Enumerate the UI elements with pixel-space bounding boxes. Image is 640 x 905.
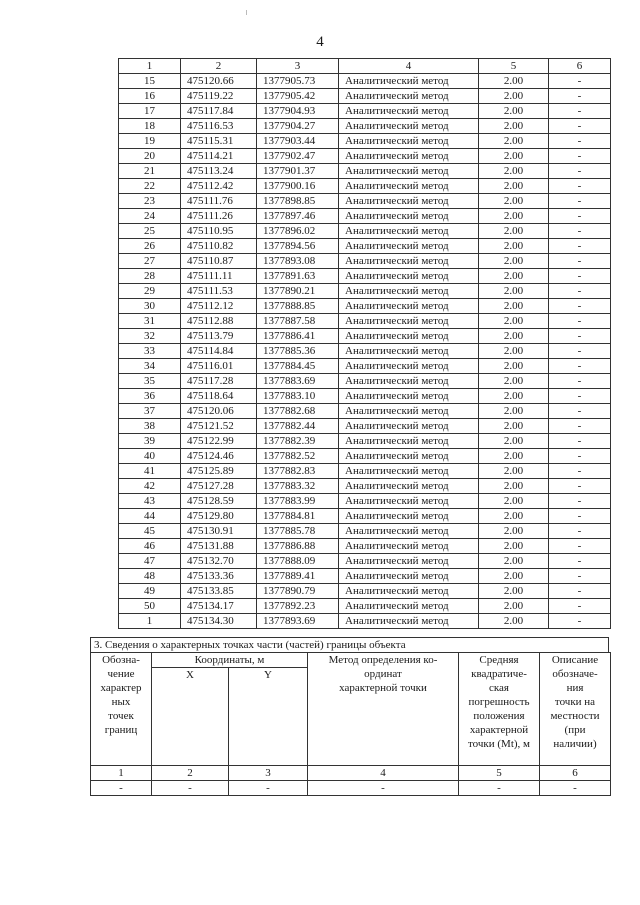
- method-cell: Аналитический метод: [339, 449, 479, 464]
- y-coordinate-cell: 1377886.41: [257, 329, 339, 344]
- characteristic-points-table: [90, 652, 611, 796]
- description-cell: -: [549, 299, 611, 314]
- description-cell: -: [549, 479, 611, 494]
- y-coordinate-cell: 1377905.42: [257, 89, 339, 104]
- method-cell: Аналитический метод: [339, 329, 479, 344]
- table-row: [119, 239, 611, 254]
- description-cell: -: [549, 119, 611, 134]
- method-cell: Аналитический метод: [339, 584, 479, 599]
- description-cell: -: [549, 389, 611, 404]
- method-cell: Аналитический метод: [339, 479, 479, 494]
- x-coordinate-cell: 475111.26: [181, 209, 257, 224]
- y-header: Y: [229, 668, 308, 766]
- y-coordinate-cell: 1377903.44: [257, 134, 339, 149]
- accuracy-cell: 2.00: [479, 569, 549, 584]
- coordinates-table-body: [119, 59, 611, 629]
- table-row: [119, 269, 611, 284]
- accuracy-cell: 2.00: [479, 164, 549, 179]
- point-number-cell: 1: [119, 614, 181, 629]
- x-coordinate-cell: 475110.95: [181, 224, 257, 239]
- accuracy-cell: 2.00: [479, 479, 549, 494]
- x-coordinate-cell: 475115.31: [181, 134, 257, 149]
- x-coordinate-cell: 475113.79: [181, 329, 257, 344]
- column-number: 2: [152, 766, 229, 781]
- table-row: [119, 539, 611, 554]
- y-coordinate-cell: 1377882.44: [257, 419, 339, 434]
- table-row: [119, 584, 611, 599]
- method-cell: Аналитический метод: [339, 104, 479, 119]
- description-cell: -: [549, 89, 611, 104]
- accuracy-cell: 2.00: [479, 419, 549, 434]
- table-row: [119, 284, 611, 299]
- table-row: [119, 569, 611, 584]
- header-cell: 4: [339, 59, 479, 74]
- description-cell: -: [549, 464, 611, 479]
- method-cell: Аналитический метод: [339, 419, 479, 434]
- accuracy-cell: 2.00: [479, 404, 549, 419]
- y-coordinate-cell: 1377882.68: [257, 404, 339, 419]
- description-cell: -: [549, 494, 611, 509]
- description-cell: -: [549, 359, 611, 374]
- accuracy-cell: 2.00: [479, 224, 549, 239]
- x-coordinate-cell: 475132.70: [181, 554, 257, 569]
- y-coordinate-cell: 1377896.02: [257, 224, 339, 239]
- page-number: 4: [316, 34, 324, 50]
- method-cell: Аналитический метод: [339, 299, 479, 314]
- method-cell: Аналитический метод: [339, 179, 479, 194]
- section-3: [90, 637, 610, 797]
- point-number-cell: 47: [119, 554, 181, 569]
- accuracy-cell: 2.00: [479, 314, 549, 329]
- empty-cell: -: [229, 781, 308, 796]
- accuracy-cell: 2.00: [479, 524, 549, 539]
- point-number-cell: 24: [119, 209, 181, 224]
- empty-cell: -: [308, 781, 459, 796]
- y-coordinate-cell: 1377884.45: [257, 359, 339, 374]
- point-number-cell: 23: [119, 194, 181, 209]
- point-number-cell: 39: [119, 434, 181, 449]
- x-coordinate-cell: 475133.85: [181, 584, 257, 599]
- table-row: [119, 104, 611, 119]
- point-number-cell: 37: [119, 404, 181, 419]
- point-number-cell: 16: [119, 89, 181, 104]
- y-coordinate-cell: 1377883.32: [257, 479, 339, 494]
- description-cell: -: [549, 284, 611, 299]
- y-coordinate-cell: 1377890.79: [257, 584, 339, 599]
- method-cell: Аналитический метод: [339, 524, 479, 539]
- point-number-cell: 26: [119, 239, 181, 254]
- method-cell: Аналитический метод: [339, 314, 479, 329]
- method-cell: Аналитический метод: [339, 74, 479, 89]
- table-row: [119, 179, 611, 194]
- x-coordinate-cell: 475112.42: [181, 179, 257, 194]
- description-cell: -: [549, 269, 611, 284]
- description-cell: -: [549, 149, 611, 164]
- accuracy-cell: 2.00: [479, 239, 549, 254]
- description-cell: -: [549, 539, 611, 554]
- y-coordinate-cell: 1377897.46: [257, 209, 339, 224]
- accuracy-cell: 2.00: [479, 599, 549, 614]
- table-row: [119, 419, 611, 434]
- y-coordinate-cell: 1377884.81: [257, 509, 339, 524]
- point-number-cell: 19: [119, 134, 181, 149]
- description-cell: -: [549, 374, 611, 389]
- accuracy-cell: 2.00: [479, 494, 549, 509]
- y-coordinate-cell: 1377900.16: [257, 179, 339, 194]
- point-number-cell: 48: [119, 569, 181, 584]
- empty-cell: -: [152, 781, 229, 796]
- accuracy-cell: 2.00: [479, 434, 549, 449]
- point-number-cell: 33: [119, 344, 181, 359]
- method-header: Метод определения ко- ординат характерной точки: [308, 653, 459, 766]
- method-cell: Аналитический метод: [339, 539, 479, 554]
- accuracy-cell: 2.00: [479, 179, 549, 194]
- y-coordinate-cell: 1377898.85: [257, 194, 339, 209]
- description-cell: -: [549, 509, 611, 524]
- table-row: [119, 314, 611, 329]
- point-number-cell: 28: [119, 269, 181, 284]
- accuracy-cell: 2.00: [479, 449, 549, 464]
- description-cell: -: [549, 134, 611, 149]
- x-header: X: [152, 668, 229, 766]
- description-cell: -: [549, 104, 611, 119]
- point-number-cell: 46: [119, 539, 181, 554]
- accuracy-cell: 2.00: [479, 584, 549, 599]
- y-coordinate-cell: 1377882.83: [257, 464, 339, 479]
- method-cell: Аналитический метод: [339, 209, 479, 224]
- table-row: [119, 464, 611, 479]
- table-row: [119, 509, 611, 524]
- empty-cell: -: [540, 781, 611, 796]
- empty-cell: -: [91, 781, 152, 796]
- description-cell: -: [549, 314, 611, 329]
- designation-header: Обозна- чение характер ных точек границ: [91, 653, 152, 766]
- point-number-cell: 44: [119, 509, 181, 524]
- y-coordinate-cell: 1377890.21: [257, 284, 339, 299]
- point-number-cell: 21: [119, 164, 181, 179]
- x-coordinate-cell: 475134.17: [181, 599, 257, 614]
- x-coordinate-cell: 475120.06: [181, 404, 257, 419]
- x-coordinate-cell: 475117.28: [181, 374, 257, 389]
- section-title: 3. Сведения о характерных точках части (частей) границы объекта: [90, 637, 609, 652]
- accuracy-cell: 2.00: [479, 539, 549, 554]
- accuracy-cell: 2.00: [479, 374, 549, 389]
- y-coordinate-cell: 1377891.63: [257, 269, 339, 284]
- table-row: [119, 494, 611, 509]
- y-coordinate-cell: 1377883.10: [257, 389, 339, 404]
- method-cell: Аналитический метод: [339, 434, 479, 449]
- y-coordinate-cell: 1377892.23: [257, 599, 339, 614]
- description-cell: -: [549, 74, 611, 89]
- point-number-cell: 42: [119, 479, 181, 494]
- x-coordinate-cell: 475119.22: [181, 89, 257, 104]
- x-coordinate-cell: 475112.12: [181, 299, 257, 314]
- table-row: [119, 404, 611, 419]
- method-cell: Аналитический метод: [339, 359, 479, 374]
- table-row: [119, 344, 611, 359]
- point-number-cell: 49: [119, 584, 181, 599]
- table-row: [119, 254, 611, 269]
- point-number-cell: 38: [119, 419, 181, 434]
- method-cell: Аналитический метод: [339, 464, 479, 479]
- table-row: [119, 89, 611, 104]
- accuracy-cell: 2.00: [479, 254, 549, 269]
- description-cell: -: [549, 599, 611, 614]
- column-number: 6: [540, 766, 611, 781]
- point-number-cell: 40: [119, 449, 181, 464]
- x-coordinate-cell: 475117.84: [181, 104, 257, 119]
- x-coordinate-cell: 475112.88: [181, 314, 257, 329]
- accuracy-cell: 2.00: [479, 344, 549, 359]
- header-cell: 1: [119, 59, 181, 74]
- accuracy-cell: 2.00: [479, 269, 549, 284]
- accuracy-cell: 2.00: [479, 209, 549, 224]
- x-coordinate-cell: 475116.01: [181, 359, 257, 374]
- table-row: [119, 299, 611, 314]
- table-row: [119, 119, 611, 134]
- column-number: 3: [229, 766, 308, 781]
- y-coordinate-cell: 1377888.85: [257, 299, 339, 314]
- description-cell: -: [549, 254, 611, 269]
- accuracy-cell: 2.00: [479, 149, 549, 164]
- table-header-row: [119, 59, 611, 74]
- description-cell: -: [549, 584, 611, 599]
- table-row: [119, 389, 611, 404]
- accuracy-cell: 2.00: [479, 509, 549, 524]
- point-number-cell: 22: [119, 179, 181, 194]
- method-cell: Аналитический метод: [339, 599, 479, 614]
- accuracy-cell: 2.00: [479, 359, 549, 374]
- table-row: [119, 74, 611, 89]
- table-row: [119, 224, 611, 239]
- x-coordinate-cell: 475113.24: [181, 164, 257, 179]
- description-cell: -: [549, 179, 611, 194]
- y-coordinate-cell: 1377886.88: [257, 539, 339, 554]
- accuracy-cell: 2.00: [479, 119, 549, 134]
- description-cell: -: [549, 524, 611, 539]
- y-coordinate-cell: 1377885.36: [257, 344, 339, 359]
- point-number-cell: 45: [119, 524, 181, 539]
- x-coordinate-cell: 475111.53: [181, 284, 257, 299]
- description-cell: -: [549, 224, 611, 239]
- accuracy-cell: 2.00: [479, 134, 549, 149]
- y-coordinate-cell: 1377882.39: [257, 434, 339, 449]
- description-cell: -: [549, 194, 611, 209]
- accuracy-cell: 2.00: [479, 89, 549, 104]
- description-cell: -: [549, 434, 611, 449]
- x-coordinate-cell: 475116.53: [181, 119, 257, 134]
- accuracy-cell: 2.00: [479, 299, 549, 314]
- method-cell: Аналитический метод: [339, 509, 479, 524]
- table-row: [119, 134, 611, 149]
- y-coordinate-cell: 1377882.52: [257, 449, 339, 464]
- method-cell: Аналитический метод: [339, 569, 479, 584]
- table-row: [119, 149, 611, 164]
- method-cell: Аналитический метод: [339, 374, 479, 389]
- description-cell: -: [549, 239, 611, 254]
- x-coordinate-cell: 475118.64: [181, 389, 257, 404]
- x-coordinate-cell: 475129.80: [181, 509, 257, 524]
- point-number-cell: 32: [119, 329, 181, 344]
- table-row: [119, 449, 611, 464]
- description-cell: -: [549, 344, 611, 359]
- point-number-cell: 25: [119, 224, 181, 239]
- x-coordinate-cell: 475122.99: [181, 434, 257, 449]
- table-row: [119, 524, 611, 539]
- description-header: Описание обозначе- ния точки на местности (при наличии): [540, 653, 611, 766]
- accuracy-cell: 2.00: [479, 614, 549, 629]
- description-cell: -: [549, 329, 611, 344]
- header-cell: 6: [549, 59, 611, 74]
- x-coordinate-cell: 475110.82: [181, 239, 257, 254]
- column-number: 4: [308, 766, 459, 781]
- accuracy-cell: 2.00: [479, 554, 549, 569]
- x-coordinate-cell: 475124.46: [181, 449, 257, 464]
- y-coordinate-cell: 1377887.58: [257, 314, 339, 329]
- method-cell: Аналитический метод: [339, 239, 479, 254]
- accuracy-cell: 2.00: [479, 464, 549, 479]
- description-cell: -: [549, 569, 611, 584]
- method-cell: Аналитический метод: [339, 134, 479, 149]
- y-coordinate-cell: 1377883.69: [257, 374, 339, 389]
- table-row: [119, 554, 611, 569]
- method-cell: Аналитический метод: [339, 554, 479, 569]
- accuracy-cell: 2.00: [479, 74, 549, 89]
- method-cell: Аналитический метод: [339, 269, 479, 284]
- y-coordinate-cell: 1377883.99: [257, 494, 339, 509]
- table-row: [119, 479, 611, 494]
- x-coordinate-cell: 475111.76: [181, 194, 257, 209]
- table-row: [119, 374, 611, 389]
- accuracy-cell: 2.00: [479, 329, 549, 344]
- point-number-cell: 27: [119, 254, 181, 269]
- point-number-cell: 15: [119, 74, 181, 89]
- point-number-cell: 18: [119, 119, 181, 134]
- x-coordinate-cell: 475114.21: [181, 149, 257, 164]
- method-cell: Аналитический метод: [339, 389, 479, 404]
- point-number-cell: 43: [119, 494, 181, 509]
- x-coordinate-cell: 475133.36: [181, 569, 257, 584]
- point-number-cell: 36: [119, 389, 181, 404]
- method-cell: Аналитический метод: [339, 284, 479, 299]
- x-coordinate-cell: 475121.52: [181, 419, 257, 434]
- coordinates-table: [118, 58, 611, 629]
- x-coordinate-cell: 475130.91: [181, 524, 257, 539]
- y-coordinate-cell: 1377902.47: [257, 149, 339, 164]
- point-number-cell: 29: [119, 284, 181, 299]
- method-cell: Аналитический метод: [339, 254, 479, 269]
- table-row: [119, 434, 611, 449]
- accuracy-header: Средняя квадратиче- ская погрешность положения характерной точки (Mt), м: [459, 653, 540, 766]
- method-cell: Аналитический метод: [339, 194, 479, 209]
- accuracy-cell: 2.00: [479, 194, 549, 209]
- y-coordinate-cell: 1377893.69: [257, 614, 339, 629]
- x-coordinate-cell: 475110.87: [181, 254, 257, 269]
- empty-data-row: [91, 781, 611, 796]
- y-coordinate-cell: 1377894.56: [257, 239, 339, 254]
- method-cell: Аналитический метод: [339, 164, 479, 179]
- y-coordinate-cell: 1377905.73: [257, 74, 339, 89]
- point-number-cell: 20: [119, 149, 181, 164]
- method-cell: Аналитический метод: [339, 149, 479, 164]
- y-coordinate-cell: 1377885.78: [257, 524, 339, 539]
- x-coordinate-cell: 475111.11: [181, 269, 257, 284]
- point-number-cell: 34: [119, 359, 181, 374]
- description-cell: -: [549, 614, 611, 629]
- method-cell: Аналитический метод: [339, 224, 479, 239]
- description-cell: -: [549, 554, 611, 569]
- table-row: [119, 209, 611, 224]
- description-cell: -: [549, 164, 611, 179]
- header-cell: 2: [181, 59, 257, 74]
- table-row: [119, 599, 611, 614]
- accuracy-cell: 2.00: [479, 104, 549, 119]
- description-cell: -: [549, 404, 611, 419]
- x-coordinate-cell: 475114.84: [181, 344, 257, 359]
- table-row: [119, 614, 611, 629]
- table-row: [119, 194, 611, 209]
- method-cell: Аналитический метод: [339, 494, 479, 509]
- y-coordinate-cell: 1377893.08: [257, 254, 339, 269]
- point-number-cell: 31: [119, 314, 181, 329]
- table-row: [119, 359, 611, 374]
- y-coordinate-cell: 1377904.27: [257, 119, 339, 134]
- table-row: [119, 164, 611, 179]
- y-coordinate-cell: 1377888.09: [257, 554, 339, 569]
- accuracy-cell: 2.00: [479, 389, 549, 404]
- description-cell: -: [549, 209, 611, 224]
- method-cell: Аналитический метод: [339, 344, 479, 359]
- point-number-cell: 35: [119, 374, 181, 389]
- description-cell: -: [549, 419, 611, 434]
- y-coordinate-cell: 1377901.37: [257, 164, 339, 179]
- empty-cell: -: [459, 781, 540, 796]
- method-cell: Аналитический метод: [339, 89, 479, 104]
- coordinates-header: Координаты, м: [152, 653, 308, 668]
- method-cell: Аналитический метод: [339, 614, 479, 629]
- x-coordinate-cell: 475128.59: [181, 494, 257, 509]
- header-cell: 5: [479, 59, 549, 74]
- header-cell: 3: [257, 59, 339, 74]
- point-number-cell: 41: [119, 464, 181, 479]
- x-coordinate-cell: 475125.89: [181, 464, 257, 479]
- x-coordinate-cell: 475131.88: [181, 539, 257, 554]
- method-cell: Аналитический метод: [339, 119, 479, 134]
- column-number: 1: [91, 766, 152, 781]
- table-row: [119, 329, 611, 344]
- x-coordinate-cell: 475127.28: [181, 479, 257, 494]
- description-cell: -: [549, 449, 611, 464]
- y-coordinate-cell: 1377889.41: [257, 569, 339, 584]
- point-number-cell: 17: [119, 104, 181, 119]
- column-number: 5: [459, 766, 540, 781]
- x-coordinate-cell: 475134.30: [181, 614, 257, 629]
- point-number-cell: 30: [119, 299, 181, 314]
- column-number-row: [91, 766, 611, 781]
- y-coordinate-cell: 1377904.93: [257, 104, 339, 119]
- point-number-cell: 50: [119, 599, 181, 614]
- scan-mark: [246, 10, 247, 15]
- method-cell: Аналитический метод: [339, 404, 479, 419]
- accuracy-cell: 2.00: [479, 284, 549, 299]
- x-coordinate-cell: 475120.66: [181, 74, 257, 89]
